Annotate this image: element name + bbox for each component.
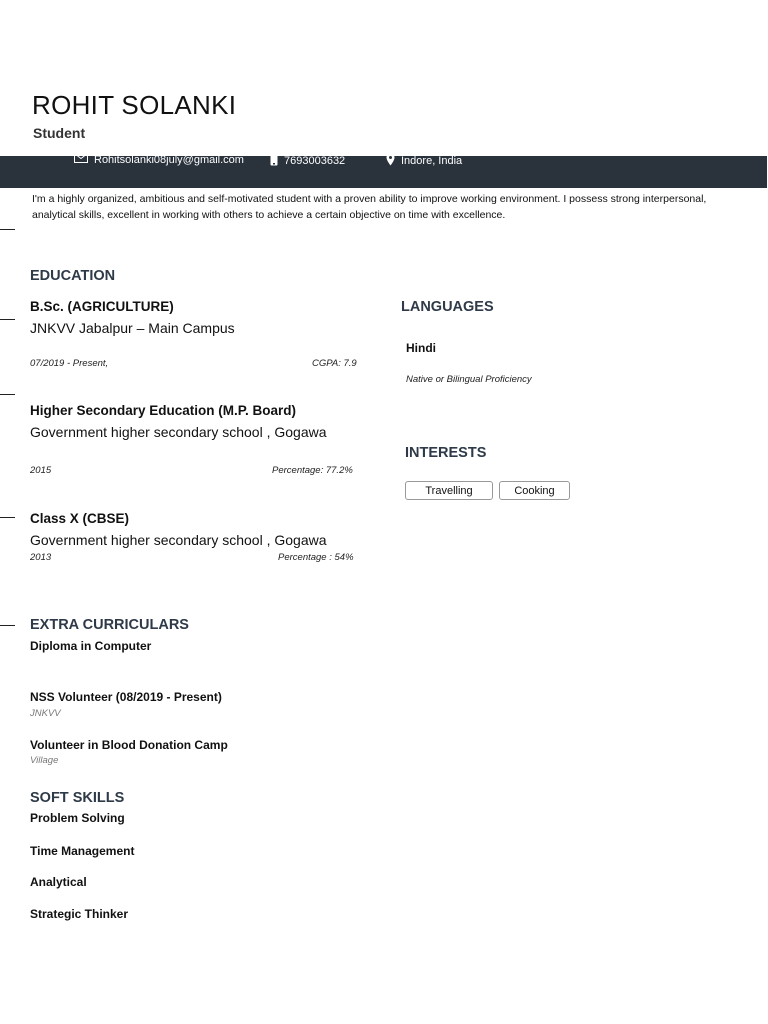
contact-email-text: Rohitsolanki08july@gmail.com: [94, 153, 244, 166]
extra-item: NSS Volunteer (08/2019 - Present): [30, 690, 222, 704]
summary: I'm a highly organized, ambitious and self-motivated student with a proven ability to improve working environment. I possess strong interpersonal, analytical skills, excellent in working with others to achieve a certain objective on time with excellence.: [32, 193, 707, 221]
contact-email[interactable]: [74, 153, 244, 166]
education-score: Percentage : 54%: [278, 552, 354, 563]
margin-tick: [0, 319, 15, 320]
contact-location-text: Indore, India: [401, 155, 463, 167]
education-institution: JNKVV Jabalpur – Main Campus: [30, 320, 235, 336]
margin-tick: [0, 517, 15, 518]
resume-role: Student: [33, 125, 86, 141]
education-dates: 07/2019 - Present,: [30, 358, 109, 369]
soft-skill-item: Analytical: [30, 875, 87, 889]
margin-tick: [0, 394, 15, 395]
extra-item: Diploma in Computer: [30, 639, 152, 653]
margin-tick: [0, 625, 15, 626]
interests-title: INTERESTS: [405, 445, 487, 461]
contact-phone-text: 7693003632: [284, 155, 346, 167]
language-level: Native or Bilingual Proficiency: [406, 374, 532, 385]
interest-tag: Travelling: [405, 481, 493, 500]
education-degree: Higher Secondary Education (M.P. Board): [30, 403, 297, 418]
education-dates: 2015: [30, 465, 52, 476]
education-score: Percentage: 77.2%: [272, 465, 353, 476]
education-score: CGPA: 7.9: [312, 358, 357, 369]
education-dates: 2013: [30, 552, 52, 563]
margin-tick: [0, 229, 15, 230]
languages-title: LANGUAGES: [401, 299, 494, 315]
soft-skill-item: Problem Solving: [30, 811, 125, 825]
phone-icon: [270, 153, 278, 169]
soft-skills-title: SOFT SKILLS: [30, 790, 125, 806]
contact-location[interactable]: [386, 153, 462, 169]
soft-skill-item: Time Management: [30, 844, 135, 858]
education-institution: Government higher secondary school , Gogawa: [30, 424, 327, 440]
education-title: EDUCATION: [30, 268, 116, 284]
interest-tag: Cooking: [499, 481, 570, 500]
map-pin-icon: [386, 153, 395, 169]
resume-name: ROHIT SOLANKI: [32, 90, 237, 120]
extra-item-sub: Village: [30, 755, 59, 766]
soft-skill-item: Strategic Thinker: [30, 907, 129, 921]
language-name: Hindi: [406, 341, 436, 355]
contact-phone[interactable]: [270, 153, 345, 169]
education-institution: Government higher secondary school , Gogawa: [30, 532, 327, 548]
education-degree: Class X (CBSE): [30, 511, 130, 526]
extra-item: Volunteer in Blood Donation Camp: [30, 738, 228, 752]
extra-item-sub: JNKVV: [30, 708, 61, 719]
envelope-icon: [74, 153, 88, 166]
extra-curriculars-title: EXTRA CURRICULARS: [30, 617, 189, 633]
education-degree: B.Sc. (AGRICULTURE): [30, 299, 174, 314]
